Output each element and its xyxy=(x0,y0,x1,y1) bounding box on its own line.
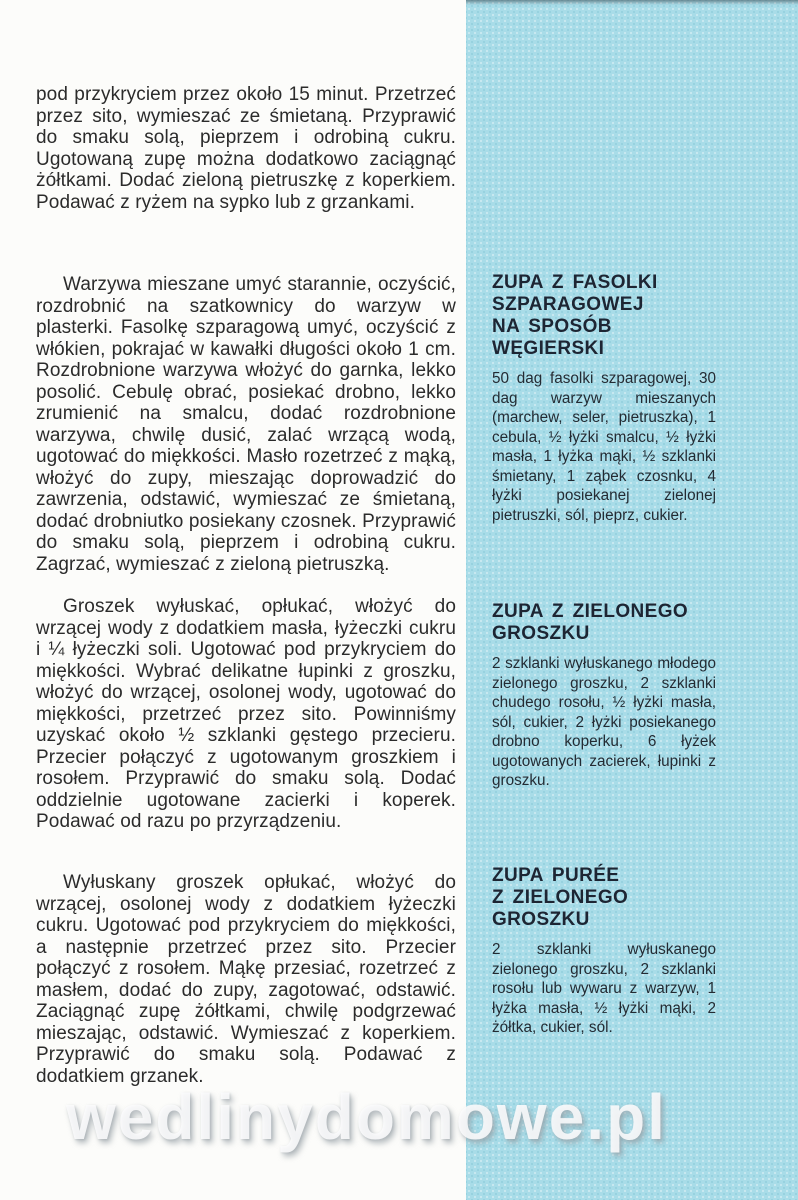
instruction-paragraph: Warzywa mieszane umyć starannie, oczyścić, rozdrobnić na szatkownicy do warzyw w plasterki. Fasolkę szparagową umyć, oczyścić z włókien, pokrajać w kawałki długości około 1 cm. Rozdrobnione warzywa włożyć do garnka, lekko posolić. Cebulę obrać, posiekać drobno, lekko zrumienić na smalcu, dodać rozdrobnione warzywa, chwilę dusić, zalać wrzącą wodą, ugotować do miękkości. Masło rozetrzeć z mąką, włożyć do zupy, mieszając doprowadzić do zawrzenia, odstawić, wymieszać ze śmietaną, dodać drobniutko posiekany czosnek. Przyprawić do smaku solą, pieprzem i odrobiną cukru. Zagrzać, wymieszać z zieloną pietruszką. xyxy=(36,274,456,575)
recipe-ingredients: 50 dag fasolki szparagowej, 30 dag warzyw mieszanych (marchew, seler, pietruszka), 1 cebula, ½ łyżki smalcu, ½ łyżki masła, 1 łyżka mąki, ½ szklanki śmietany, 1 ząbek czosnku, 4 łyżki posiekanej zielonej pietruszki, sól, pieprz, cukier. xyxy=(492,370,716,524)
recipe-title-line: WĘGIERSKI xyxy=(492,338,605,359)
recipe-title-line: SZPARAGOWEJ xyxy=(492,294,644,315)
recipe-title-line: ZUPA Z ZIELONEGO xyxy=(492,601,689,622)
recipe-title-line: ZUPA Z FASOLKI xyxy=(492,272,658,293)
scan-edge-shadow xyxy=(466,0,798,5)
recipe-title-line: GROSZKU xyxy=(492,909,590,930)
recipe-title-line: ZUPA PURÉE xyxy=(492,865,620,886)
recipe-title-line: GROSZKU xyxy=(492,623,590,644)
recipe-title xyxy=(492,865,716,931)
recipe-ingredients: 2 szklanki wyłuskanego młodego zielonego groszku, 2 szklanki chudego rosołu, ½ łyżki masła, sól, cukier, 2 łyżki posiekanego drobno koperku, 6 łyżek ugotowanych zacierek, łupinki z groszku. xyxy=(492,655,716,789)
recipe-card-fasolka xyxy=(492,272,716,525)
recipe-title-line: NA SPOSÓB xyxy=(492,316,612,337)
recipe-card-zielony-groszek xyxy=(492,601,716,791)
recipe-card-puree-groszek xyxy=(492,865,716,1038)
watermark: wedlinydomowe.pl xyxy=(66,1081,667,1153)
recipe-title xyxy=(492,272,716,360)
instruction-paragraph: pod przykryciem przez około 15 minut. Przetrzeć przez sito, wymieszać ze śmietaną. Przyprawić do smaku solą, pieprzem i odrobiną cukru. Ugotowaną zupę można dodatkowo zaciągnąć żółtkami. Dodać zieloną pietruszkę z koperkiem. Podawać z ryżem na sypko lub z grzankami. xyxy=(36,84,456,213)
recipe-title xyxy=(492,601,716,645)
instruction-paragraph: Groszek wyłuskać, opłukać, włożyć do wrzącej wody z dodatkiem masła, łyżeczki cukru i ¼ łyżeczki soli. Ugotować pod przykryciem do miękkości. Wybrać delikatne łupinki z groszku, włożyć do wrzącej, osolonej wody, ugotować do miękkości, przetrzeć przez sito. Powinniśmy uzyskać około ½ szklanki gęstego przecieru. Przecier połączyć z ugotowanym groszkiem i rosołem. Przyprawić do smaku solą. Dodać oddzielnie ugotowane zacierki i koperek. Podawać od razu po przyrządzeniu. xyxy=(36,596,456,832)
recipe-ingredients: 2 szklanki wyłuskanego zielonego groszku, 2 szklanki rosołu lub wywaru z warzyw, 1 łyżka masła, ½ łyżki mąki, 2 żółtka, cukier, sól. xyxy=(492,941,716,1036)
instructions-column xyxy=(36,0,456,1200)
recipe-sidebar xyxy=(466,0,798,1200)
instruction-paragraph: Wyłuskany groszek opłukać, włożyć do wrzącej, osolonej wody z dodatkiem łyżeczki cukru. Ugotować pod przykryciem do miękkości, a następnie przetrzeć przez sito. Przecier połączyć z rosołem. Mąkę przesiać, rozetrzeć z masłem, dodać do zupy, zagotować, odstawić. Zaciągnąć zupę żółtkami, chwilę podgrzewać mieszając, odstawić. Wymieszać z koperkiem. Przyprawić do smaku solą. Podawać z dodatkiem grzanek. xyxy=(36,872,456,1087)
recipe-title-line: Z ZIELONEGO xyxy=(492,887,629,908)
